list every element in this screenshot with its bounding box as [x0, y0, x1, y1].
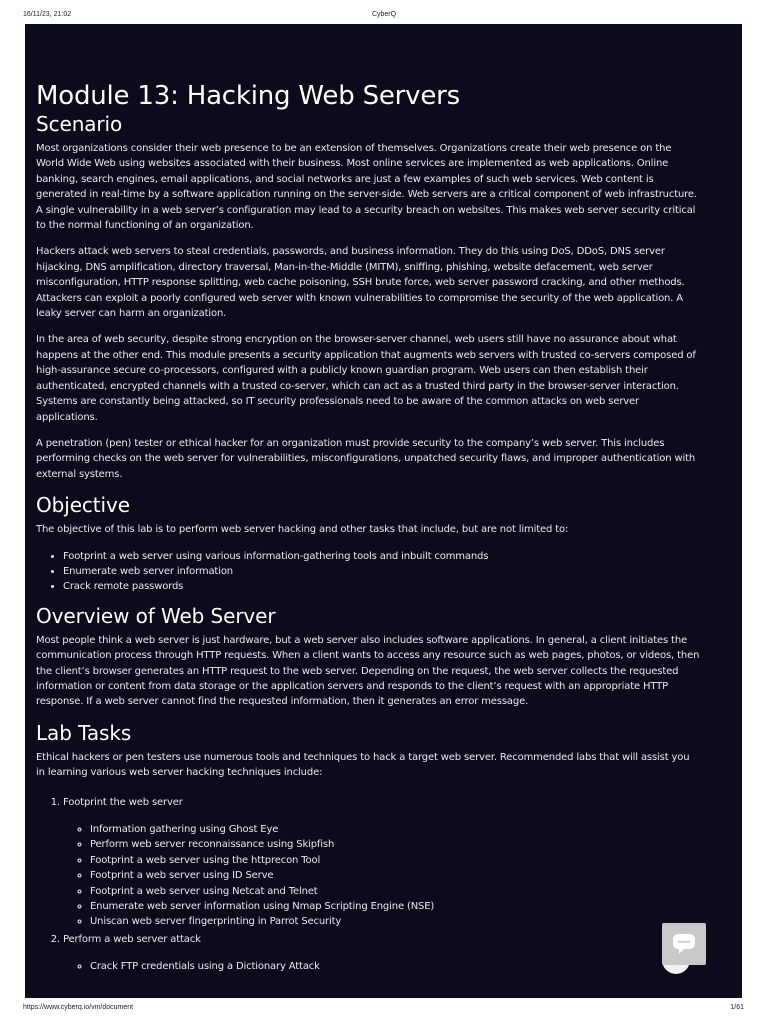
objective-list — [36, 549, 700, 595]
lab-tasks-heading: Lab Tasks — [36, 720, 132, 745]
list-item: • Footprint a web server using various information-gathering tools and inbuilt commands — [63, 549, 700, 564]
print-footer — [0, 1001, 768, 1013]
print-datetime: 16/11/23, 21:02 — [23, 11, 72, 18]
chat-button[interactable] — [662, 923, 706, 965]
lab-task-item — [63, 795, 700, 930]
subtask-item: ◦ Footprint a web server using ID Serve — [90, 868, 700, 883]
scenario-paragraph-4: A penetration (pen) tester or ethical hacker for an organization must provide security to the company’s web server. This includes performing checks on the web server for vulnerabilities, misconfigurations, unpatched security flaws, and improper authentication with external systems. — [36, 437, 696, 480]
scenario-paragraph-2: Hackers attack web servers to steal credentials, passwords, and business information. They do this using DoS, DDoS, DNS server hijacking, DNS amplification, directory traversal, Man-in-the-Middle (MITM), sniffing, phishing, website defacement, web server misconfiguration, HTTP response splitting, web cache poisoning, SSH brute force, web server password cracking, and other methods. Attackers can exploit a poorly configured web server with known vulnerabilities to compromise the security of the web application. A leaky server can harm an organization. — [36, 246, 685, 320]
scenario-heading: Scenario — [36, 112, 123, 136]
document-page — [25, 24, 742, 998]
subtask-item: ◦ Footprint a web server using the httprecon Tool — [90, 853, 700, 868]
lab-task-list — [36, 795, 700, 975]
list-item: • Crack remote passwords — [63, 579, 700, 594]
lab-task-label: Footprint the web server — [63, 796, 183, 808]
print-site-title: CyberQ — [371, 11, 397, 18]
scenario-paragraph-1: Most organizations consider their web presence to be an extension of themselves. Organizations create their web presence on the World Wide Web using websites associated with their business. Most online services are implemented as web applications. Online banking, search engines, email applications, and social networks are just a few examples of such web services. Web content is generated in real-time by a software application running on the server-side. Web servers are a critical component of web infrastructure. A single vulnerability in a web server’s configuration may lead to a security breach on websites. This makes web server security critical to the normal functioning of an organization. — [36, 143, 697, 232]
subtask-item: ◦ Information gathering using Ghost Eye — [90, 822, 700, 837]
subtask-item: ◦ Perform web server reconnaissance using Skipfish — [90, 837, 700, 852]
subtask-item: ◦ Crack FTP credentials using a Dictionary Attack — [90, 959, 700, 974]
overview-heading: Overview of Web Server — [36, 603, 276, 628]
document-content — [36, 80, 700, 977]
subtask-list — [63, 959, 700, 974]
lab-task-label: Perform a web server attack — [63, 933, 201, 945]
lab-tasks-intro: Ethical hackers or pen testers use numerous tools and techniques to hack a target web server. Recommended labs that will assist you in learning various web server hacking techniques include: — [36, 751, 690, 779]
overview-paragraph: Most people think a web server is just hardware, but a web server also includes software applications. In general, a client initiates the communication process through HTTP requests. When a client wants to access any resource such as web pages, photos, or videos, then the client’s browser generates an HTTP request to the web server. Depending on the request, the web server collects the requested information or content from data storage or the application servers and responds to the client’s request with an appropriate HTTP response. If a web server cannot find the requested information, then it generates an error message. — [36, 634, 700, 708]
subtask-item: ◦ Enumerate web server information using Nmap Scripting Engine (NSE) — [90, 899, 700, 914]
objective-intro: The objective of this lab is to perform web server hacking and other tasks that include, but are not limited to: — [36, 524, 569, 536]
page-title: Module 13: Hacking Web Servers — [36, 81, 460, 111]
print-url: https://www.cyberq.io/vm/document — [23, 1004, 134, 1011]
scenario-paragraph-3: In the area of web security, despite strong encryption on the browser-server channel, web users still have no assurance about what happens at the other end. This module presents a security application that augments web servers with trusted co-servers composed of high-assurance secure co-processors, configured with a publicly known guardian program. Web users can then establish their authenticated, encrypted channels with a trusted co-server, which can act as a trusted third party in the browser-server interaction. Systems are constantly being attacked, so IT security professionals need to be aware of the common attacks on web server applications. — [36, 334, 696, 423]
lab-task-item — [63, 932, 700, 975]
chat-bubble-icon — [672, 933, 696, 955]
print-page-number: 1/61 — [730, 1004, 744, 1011]
subtask-list — [63, 822, 700, 930]
print-header — [0, 8, 768, 20]
subtask-item: ◦ Uniscan web server fingerprinting in Parrot Security — [90, 914, 700, 929]
objective-heading: Objective — [36, 493, 130, 518]
subtask-item: ◦ Footprint a web server using Netcat and Telnet — [90, 884, 700, 899]
list-item: • Enumerate web server information — [63, 564, 700, 579]
